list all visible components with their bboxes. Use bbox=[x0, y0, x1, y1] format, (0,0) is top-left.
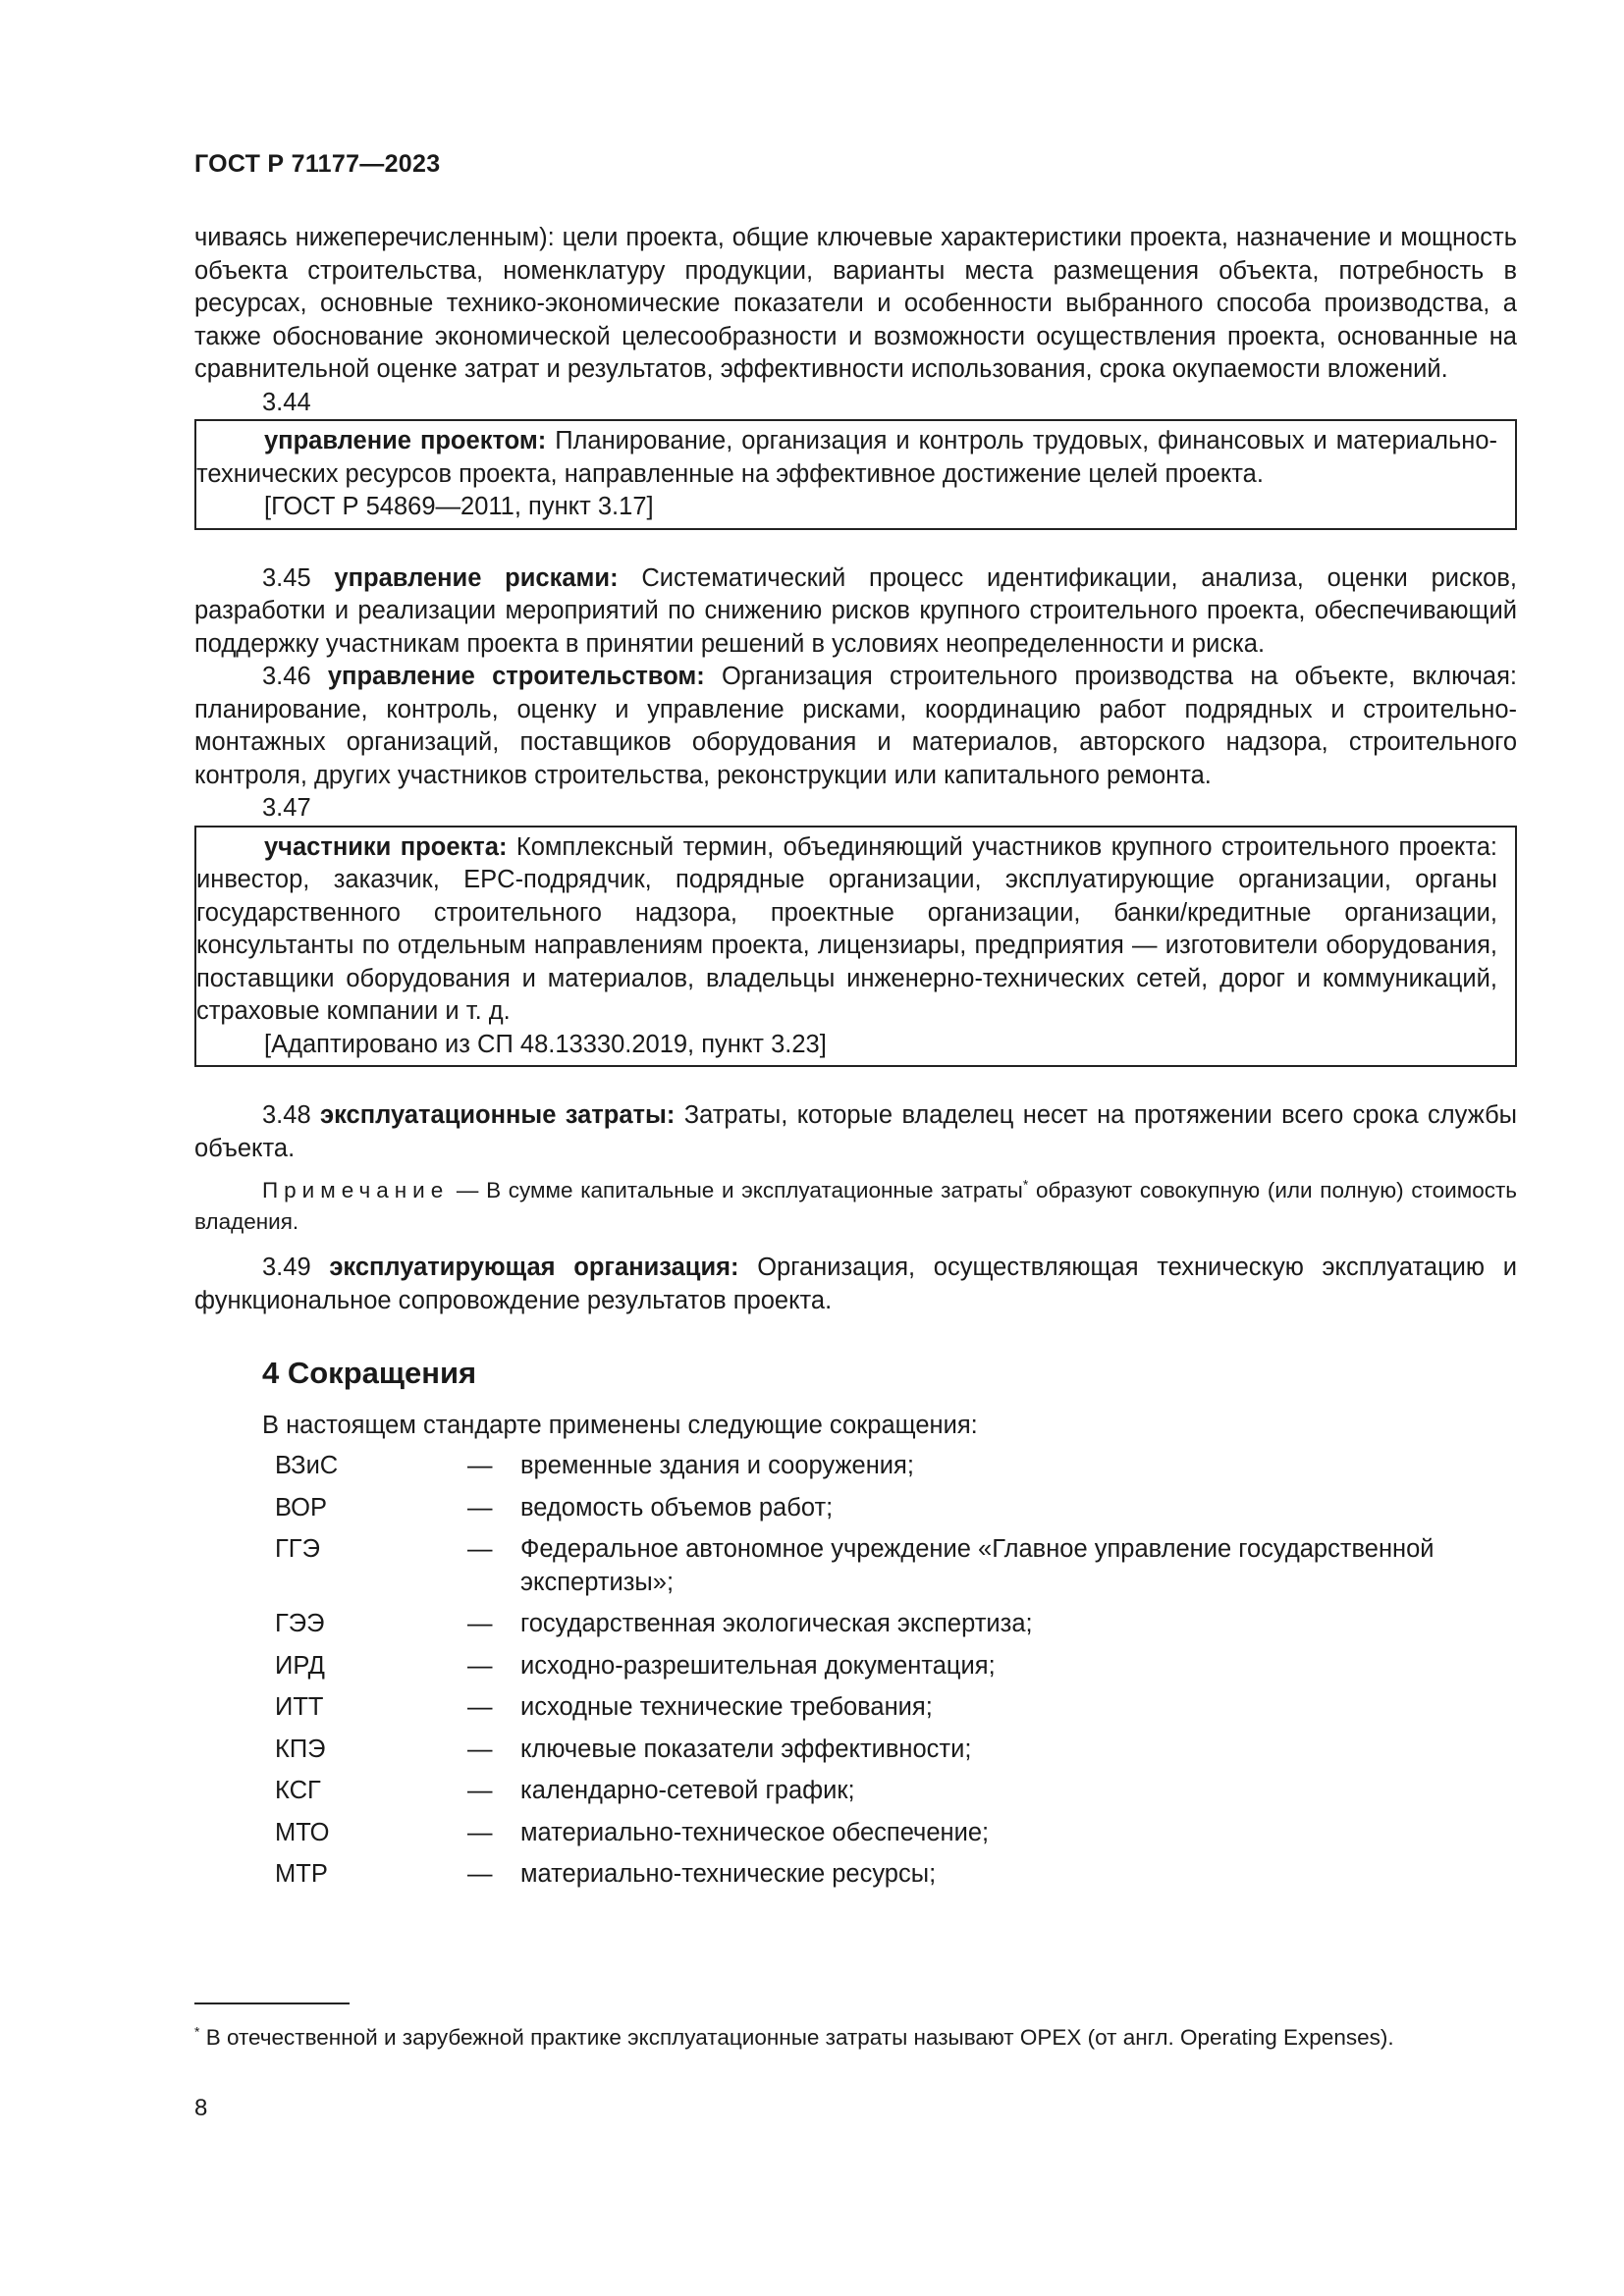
list-item bbox=[275, 1492, 1517, 1525]
list-item bbox=[275, 1650, 1517, 1683]
item-number-3-46: 3.46 bbox=[262, 663, 311, 690]
footnote-text bbox=[194, 2022, 1517, 2053]
item-number-3-44: 3.44 bbox=[262, 388, 311, 416]
abbreviation-text: ведомость объемов работ; bbox=[520, 1493, 834, 1522]
section-heading: 4 Сокращения bbox=[262, 1356, 477, 1390]
definition-3-46 bbox=[194, 661, 1517, 792]
abbreviation-text: временные здания и сооружения; bbox=[520, 1452, 914, 1479]
abbreviation-code: ИТТ bbox=[275, 1693, 324, 1721]
definition-text-3-47: Комплексный термин, объединяющий участников крупного строительного проекта: инвестор, заказчик, EPC-подрядчик, подрядные организации, эксплуатирующие организации, органы государственного строительного надзора, проектные организации, банки/кредитные организации, консультанты по отдельным направлениям проекта, лицензиары, предприятия — изготовители оборудования, поставщики оборудования и материалов, владельцы инженерно-технических сетей, дорог и коммуникаций, страховые компании и т. д. bbox=[196, 832, 1497, 1025]
intro-paragraph: чиваясь нижеперечисленным): цели проекта, общие ключевые характеристики проекта, назначение и мощность объекта строительства, номенклатуру продукции, варианты места размещения объекта, потребность в ресурсах, основные технико-экономические показатели и особенности выбранного способа производства, а также обоснование экономической целесообразности и возможности осуществления проекта, основанные на сравнительной оценке затрат и результатов, эффективности использования, срока окупаемости вложений. bbox=[194, 224, 1517, 383]
list-item bbox=[275, 1691, 1517, 1725]
abbreviation-code: КПЭ bbox=[275, 1735, 326, 1763]
note-text-continued: образуют совокупную (или полную) стоимость владения. bbox=[194, 1178, 1517, 1234]
definition-3-45 bbox=[194, 562, 1517, 662]
footnote-mark: * bbox=[194, 2023, 200, 2040]
dash: — bbox=[467, 1535, 493, 1563]
footnote-divider bbox=[194, 2002, 350, 2004]
abbreviation-code: ВЗиС bbox=[275, 1452, 339, 1479]
list-item bbox=[275, 1450, 1517, 1483]
list-item bbox=[275, 1608, 1517, 1641]
abbreviation-code: ГГЭ bbox=[275, 1535, 320, 1563]
dash: — bbox=[467, 1860, 493, 1888]
note-paragraph bbox=[194, 1175, 1517, 1238]
abbreviation-code: КСГ bbox=[275, 1777, 321, 1804]
document-header: ГОСТ Р 71177—2023 bbox=[194, 150, 441, 178]
page-number: 8 bbox=[194, 2095, 208, 2121]
abbreviation-text: Федеральное автономное учреждение «Главное управление государственной экспертизы»; bbox=[520, 1535, 1435, 1596]
list-item bbox=[275, 1858, 1517, 1892]
definition-3-47 bbox=[196, 831, 1497, 1029]
abbreviation-text: ключевые показатели эффективности; bbox=[520, 1735, 972, 1763]
definition-box-3-44 bbox=[194, 419, 1517, 530]
term-3-47: участники проекта: bbox=[264, 832, 508, 861]
item-number-3-47: 3.47 bbox=[262, 794, 311, 822]
abbreviation-text: исходные технические требования; bbox=[520, 1693, 933, 1721]
definition-text-3-44: Планирование, организация и контроль трудовых, финансовых и материально-технических ресурсов проекта, направленные на эффективное достижение целей проекта. bbox=[196, 427, 1497, 488]
definition-text-3-48: Затраты, которые владелец несет на протяжении всего срока службы объекта. bbox=[194, 1101, 1517, 1162]
dash: — bbox=[467, 1777, 493, 1804]
term-3-49: эксплуатирующая организация: bbox=[329, 1254, 739, 1281]
abbreviation-text: государственная экологическая экспертиза; bbox=[520, 1610, 1033, 1637]
term-3-46: управление строительством: bbox=[327, 663, 705, 690]
abbreviation-code: МТО bbox=[275, 1818, 330, 1846]
term-3-44: управление проектом: bbox=[264, 427, 547, 454]
footnote-reference[interactable]: * bbox=[1022, 1176, 1029, 1193]
definition-3-48 bbox=[194, 1099, 1517, 1165]
definition-3-49 bbox=[194, 1252, 1517, 1317]
abbreviation-code: ГЭЭ bbox=[275, 1610, 325, 1637]
dash: — bbox=[467, 1493, 493, 1522]
section-intro: В настоящем стандарте применены следующие сокращения: bbox=[262, 1411, 978, 1439]
footnote-body: В отечественной и зарубежной практике эксплуатационные затраты называют OPEX (от англ. Operating Expenses). bbox=[199, 2025, 1394, 2050]
dash: — bbox=[467, 1735, 493, 1763]
definition-source-3-44: [ГОСТ Р 54869—2011, пункт 3.17] bbox=[264, 493, 654, 520]
definition-source-3-47: [Адаптировано из СП 48.13330.2019, пункт 3.23] bbox=[264, 1030, 827, 1058]
term-3-48: эксплуатационные затраты: bbox=[320, 1101, 676, 1129]
abbreviation-list bbox=[194, 1450, 1517, 1892]
note-text: — В сумме капитальные и эксплуатационные затраты bbox=[449, 1178, 1023, 1202]
dash: — bbox=[467, 1693, 493, 1721]
abbreviation-code: ИРД bbox=[275, 1651, 325, 1680]
dash: — bbox=[467, 1651, 493, 1680]
list-item bbox=[275, 1775, 1517, 1808]
item-number-3-48: 3.48 bbox=[262, 1101, 311, 1129]
item-number-3-45: 3.45 bbox=[262, 563, 311, 592]
abbreviation-code: МТР bbox=[275, 1860, 328, 1888]
abbreviation-code: ВОР bbox=[275, 1493, 328, 1522]
definition-box-3-47 bbox=[194, 826, 1517, 1068]
dash: — bbox=[467, 1610, 493, 1637]
list-item bbox=[275, 1817, 1517, 1850]
term-3-45: управление рисками: bbox=[334, 563, 619, 592]
abbreviation-text: материально-технические ресурсы; bbox=[520, 1860, 937, 1888]
definition-text-3-46: Организация строительного производства на объекте, включая: планирование, контроль, оценку и управление рисками, координацию работ подрядных и строительно-монтажных организаций, поставщиков оборудования и материалов, авторского надзора, строительного контроля, других участников строительства, реконструкции или капитального ремонта. bbox=[194, 663, 1517, 789]
definition-3-44 bbox=[196, 425, 1497, 491]
definition-text-3-45: Систематический процесс идентификации, анализа, оценки рисков, разработки и реализации мероприятий по снижению рисков крупного строительного проекта, обеспечивающий поддержку участникам проекта в принятии решений в условиях неопределенности и риска. bbox=[194, 563, 1517, 658]
definition-text-3-49: Организация, осуществляющая техническую эксплуатацию и функциональное сопровождение результатов проекта. bbox=[194, 1254, 1517, 1314]
dash: — bbox=[467, 1818, 493, 1846]
abbreviation-text: материально-техническое обеспечение; bbox=[520, 1818, 990, 1846]
abbreviation-text: исходно-разрешительная документация; bbox=[520, 1651, 996, 1680]
page-content bbox=[194, 222, 1517, 1900]
list-item bbox=[275, 1533, 1517, 1599]
note-label: Примечание bbox=[262, 1178, 450, 1202]
footnote bbox=[194, 2002, 1517, 2053]
dash: — bbox=[467, 1452, 493, 1479]
abbreviation-text: календарно-сетевой график; bbox=[520, 1777, 855, 1804]
list-item bbox=[275, 1734, 1517, 1767]
item-number-3-49: 3.49 bbox=[262, 1254, 311, 1281]
